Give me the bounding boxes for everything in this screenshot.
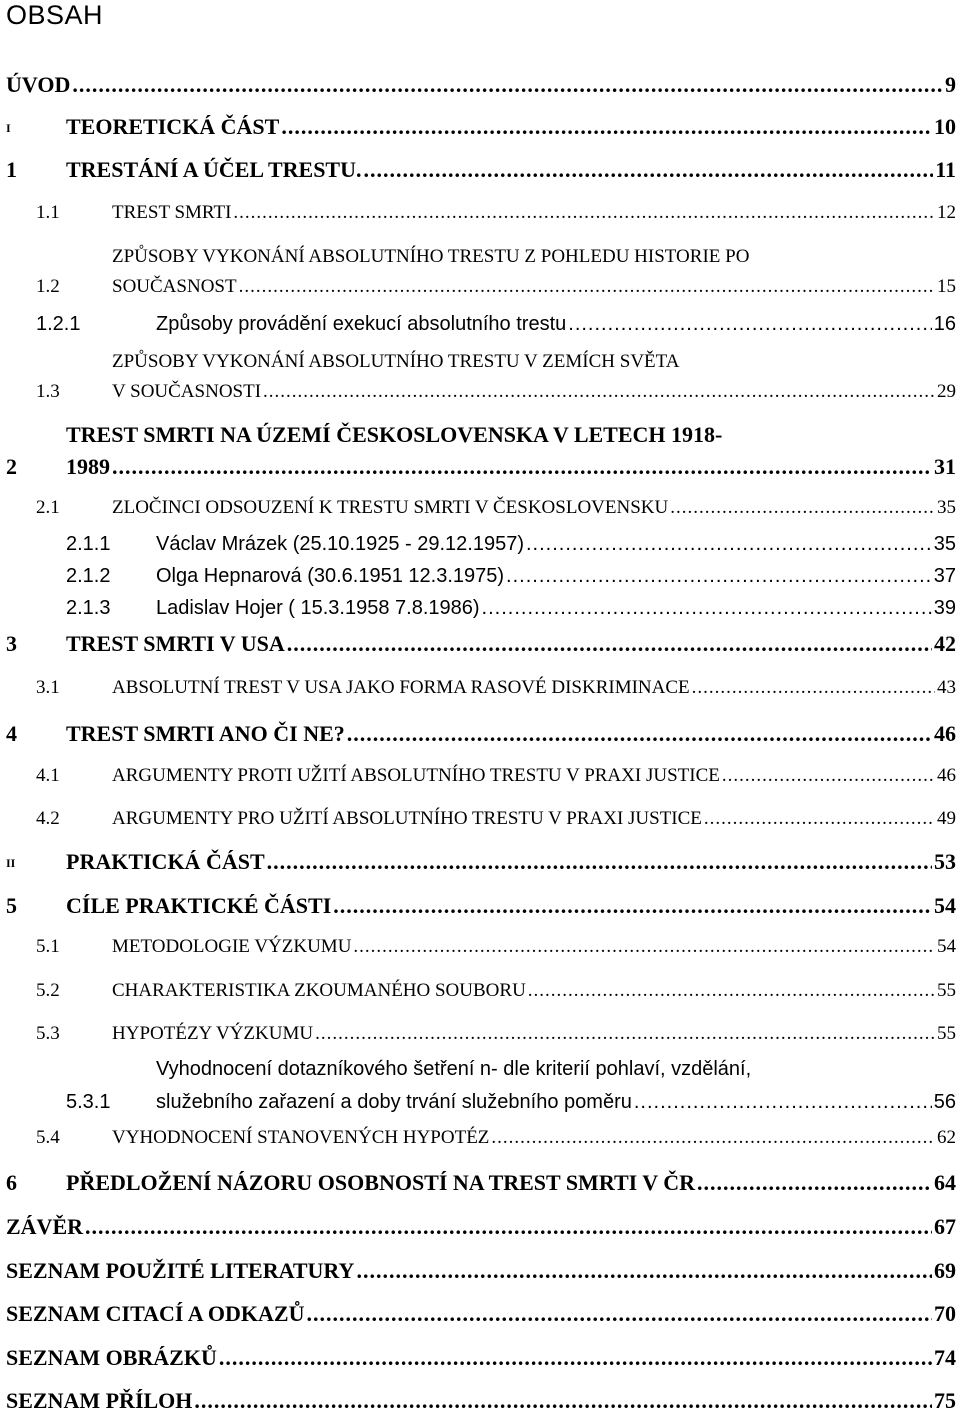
toc-entry-number: 3.1	[36, 677, 60, 698]
toc-entry-page: 64	[934, 1170, 956, 1195]
toc-entry-page: 74	[934, 1345, 956, 1370]
toc-entry-number: 5	[6, 893, 17, 918]
toc-entry-title-line1: ZPŮSOBY VYKONÁNÍ ABSOLUTNÍHO TRESTU V ZEMÍCH SVĚTA	[112, 351, 680, 372]
toc-entry-title: SEZNAM CITACÍ A ODKAZŮ	[6, 1301, 305, 1326]
toc-entry-page: 55	[937, 1023, 956, 1044]
toc-entry-title: Olga Hepnarová (30.6.1951 12.3.1975)	[156, 565, 505, 587]
toc-entry[interactable]	[112, 980, 956, 1002]
toc-entry-title: Václav Mrázek (25.10.1925 - 29.12.1957)	[156, 533, 524, 555]
toc-entry-number: 5.4	[36, 1127, 60, 1148]
toc-entry-number: 6	[6, 1170, 17, 1195]
toc-entry-title: TREST SMRTI	[112, 202, 232, 223]
toc-entry-title: ÚVOD	[6, 72, 71, 97]
toc-entry[interactable]	[66, 849, 956, 875]
toc-entry-page: 70	[934, 1301, 956, 1326]
toc-entry-title: METODOLOGIE VÝZKUMU	[112, 936, 352, 957]
leader-dots	[356, 1258, 932, 1284]
toc-entry-number: 4.1	[36, 765, 60, 786]
toc-entry[interactable]	[66, 893, 956, 919]
toc-entry-number: 4.2	[36, 808, 60, 829]
toc-entry[interactable]	[112, 1127, 956, 1149]
toc-entry-page: 42	[934, 631, 956, 656]
toc-entry-number: 2.1.1	[66, 533, 111, 555]
toc-entry-page: 11	[935, 157, 956, 182]
toc-entry-title: TREST SMRTI ANO ČI NE?	[66, 721, 345, 746]
toc-entry-number: 1.2	[36, 276, 60, 297]
leader-dots	[287, 631, 932, 657]
toc-entry-title: Ladislav Hojer ( 15.3.1958 7.8.1986)	[156, 597, 480, 619]
toc-entry-title: ABSOLUTNÍ TREST V USA JAKO FORMA RASOVÉ DISKRIMINACE	[112, 677, 690, 698]
toc-entry[interactable]	[6, 1301, 956, 1327]
leader-dots	[634, 1091, 932, 1114]
leader-dots	[568, 313, 931, 336]
toc-entry-title: TEORETICKÁ ČÁST	[66, 114, 280, 139]
toc-entry[interactable]	[66, 631, 956, 657]
toc-entry-page: 12	[937, 202, 956, 223]
toc-entry[interactable]	[112, 381, 956, 403]
toc-entry-title: ZLOČINCI ODSOUZENÍ K TRESTU SMRTI V ČESKOSLOVENSKU	[112, 497, 669, 518]
toc-entry-title: TREST SMRTI V USA	[66, 631, 285, 656]
toc-entry-number: 2.1.3	[66, 597, 111, 619]
leader-dots	[72, 72, 943, 98]
toc-entry-page: 31	[934, 454, 956, 479]
toc-entry-title: ARGUMENTY PROTI UŽITÍ ABSOLUTNÍHO TRESTU V PRAXI JUSTICE	[112, 765, 720, 786]
leader-dots	[364, 157, 934, 183]
toc-entry-page: 35	[933, 533, 956, 555]
toc-entry-page: 39	[933, 597, 956, 619]
toc-entry-page: 29	[937, 381, 956, 402]
leader-dots	[506, 565, 932, 588]
page-title: OBSAH	[6, 0, 104, 30]
leader-dots	[333, 893, 932, 919]
toc-entry-title: Způsoby provádění exekucí absolutního trestu	[156, 313, 567, 335]
toc-entry-page: 53	[934, 849, 956, 874]
toc-entry[interactable]	[6, 1258, 956, 1284]
toc-entry-title: PRAKTICKÁ ČÁST	[66, 849, 265, 874]
toc-entry-number: 5.3.1	[66, 1091, 111, 1113]
toc-entry-page: 15	[937, 276, 956, 297]
toc-entry[interactable]	[66, 157, 956, 183]
toc-entry-title: SEZNAM POUŽITÉ LITERATURY	[6, 1258, 355, 1283]
toc-entry-page: 10	[934, 114, 956, 139]
toc-entry[interactable]	[156, 1091, 956, 1114]
leader-dots	[315, 1023, 935, 1045]
leader-dots	[528, 980, 935, 1002]
leader-dots	[697, 1170, 932, 1196]
toc-entry-title: SOUČASNOST	[112, 276, 237, 297]
leader-dots	[233, 202, 935, 224]
toc-entry-page: 62	[937, 1127, 956, 1148]
toc-entry[interactable]	[112, 677, 956, 699]
toc-entry[interactable]	[156, 597, 956, 620]
toc-entry[interactable]	[156, 565, 956, 588]
toc-entry-number: 4	[6, 721, 17, 746]
toc-entry-number: 1.2.1	[36, 313, 81, 335]
toc-entry[interactable]	[156, 533, 956, 556]
toc-entry-number: 1	[6, 157, 17, 182]
toc-entry[interactable]	[6, 72, 956, 98]
leader-dots	[281, 114, 932, 140]
leader-dots	[704, 808, 935, 830]
toc-entry-title-line1: Vyhodnocení dotazníkového šetření n- dle kriterií pohlaví, vzdělání,	[156, 1058, 752, 1080]
toc-entry[interactable]	[112, 808, 956, 830]
toc-entry-number: 2.1	[36, 497, 60, 518]
toc-entry-page: 46	[934, 721, 956, 746]
toc-entry-page: 75	[934, 1388, 956, 1413]
toc-entry-page: 37	[933, 565, 956, 587]
toc-entry-title: PŘEDLOŽENÍ NÁZORU OSOBNOSTÍ NA TREST SMRTI V ČR	[66, 1170, 696, 1195]
toc-entry[interactable]	[112, 1023, 956, 1045]
leader-dots	[526, 533, 932, 556]
leader-dots	[239, 276, 935, 298]
toc-entry-number: II	[6, 856, 16, 870]
toc-entry-page: 55	[937, 980, 956, 1001]
leader-dots	[491, 1127, 935, 1149]
toc-entry-number: 5.2	[36, 980, 60, 1001]
toc-entry[interactable]	[6, 1388, 956, 1414]
toc-entry[interactable]	[112, 497, 956, 519]
toc-entry-page: 9	[945, 72, 956, 97]
toc-entry[interactable]	[156, 313, 956, 336]
leader-dots	[219, 1345, 932, 1371]
toc-entry-title: ARGUMENTY PRO UŽITÍ ABSOLUTNÍHO TRESTU V PRAXI JUSTICE	[112, 808, 702, 829]
toc-entry-number: 5.3	[36, 1023, 60, 1044]
toc-entry[interactable]	[112, 276, 956, 298]
toc-entry-number: 1.1	[36, 202, 60, 223]
toc-entry-page: 56	[933, 1091, 956, 1113]
toc-entry[interactable]	[66, 1170, 956, 1196]
toc-entry-title-line1: ZPŮSOBY VYKONÁNÍ ABSOLUTNÍHO TRESTU Z POHLEDU HISTORIE PO	[112, 246, 750, 267]
toc-entry-page: 54	[937, 936, 956, 957]
toc-entry-page: 54	[934, 893, 956, 918]
toc-entry-title: 1989	[66, 454, 110, 479]
toc-entry-page: 43	[937, 677, 956, 698]
toc-entry[interactable]	[66, 721, 956, 747]
leader-dots	[85, 1214, 932, 1240]
toc-entry[interactable]	[6, 1345, 956, 1371]
toc-entry[interactable]	[112, 202, 956, 224]
toc-entry-title: SEZNAM PŘÍLOH	[6, 1388, 193, 1413]
toc-entry-title: HYPOTÉZY VÝZKUMU	[112, 1023, 314, 1044]
toc-entry-number: 1.3	[36, 381, 60, 402]
toc-entry-page: 46	[937, 765, 956, 786]
toc-entry-title: VYHODNOCENÍ STANOVENÝCH HYPOTÉZ	[112, 1127, 490, 1148]
toc-entry-number: 3	[6, 631, 17, 656]
leader-dots	[263, 381, 935, 403]
toc-entry-number: 2	[6, 454, 17, 479]
leader-dots	[482, 597, 932, 620]
toc-entry[interactable]	[66, 454, 956, 480]
leader-dots	[722, 765, 935, 787]
toc-entry-title: V SOUČASNOSTI	[112, 381, 262, 402]
toc-entry-title: CÍLE PRAKTICKÉ ČÁSTI	[66, 893, 332, 918]
leader-dots	[353, 936, 935, 958]
toc-entry-title-line1: TREST SMRTI NA ÚZEMÍ ČESKOSLOVENSKA V LETECH 1918-	[66, 422, 723, 447]
toc-entry-number: 2.1.2	[66, 565, 111, 587]
leader-dots	[670, 497, 935, 519]
toc-entry-title: SEZNAM OBRÁZKŮ	[6, 1345, 217, 1370]
toc-entry-title: ZÁVĚR	[6, 1214, 84, 1239]
toc-entry-number: I	[6, 121, 11, 135]
toc-entry[interactable]	[6, 1214, 956, 1240]
toc-entry-page: 67	[934, 1214, 956, 1239]
toc-entry-title: TRESTÁNÍ A ÚČEL TRESTU.	[66, 157, 362, 182]
toc-entry-page: 49	[937, 808, 956, 829]
leader-dots	[306, 1301, 932, 1327]
leader-dots	[267, 849, 932, 875]
toc-entry-title: CHARAKTERISTIKA ZKOUMANÉHO SOUBORU	[112, 980, 526, 1001]
leader-dots	[692, 677, 935, 699]
toc-entry[interactable]	[112, 765, 956, 787]
toc-entry-page: 69	[934, 1258, 956, 1283]
toc-entry-page: 35	[937, 497, 956, 518]
toc-entry-number: 5.1	[36, 936, 60, 957]
leader-dots	[347, 721, 932, 747]
toc-entry[interactable]	[66, 114, 956, 140]
toc-entry-title: služebního zařazení a doby trvání služebního poměru	[156, 1091, 632, 1113]
leader-dots	[194, 1388, 932, 1414]
toc-entry[interactable]	[112, 936, 956, 958]
leader-dots	[112, 454, 932, 480]
toc-entry-page: 16	[933, 313, 956, 335]
